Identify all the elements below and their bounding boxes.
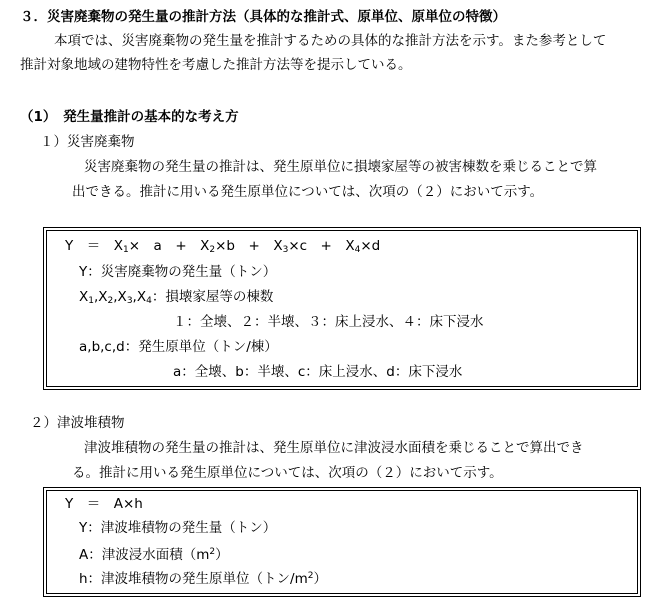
formula-box-tsunami-deposits: [46, 490, 638, 594]
def-x-prefix: X: [79, 289, 89, 305]
def2-a: [79, 543, 229, 564]
def-x-sub-2: 2: [107, 296, 114, 306]
formula-lhs: Y ＝ X: [65, 238, 123, 254]
intro-line-2: 推計対象地域の建物特性を考慮した推計方法等を提示している。: [20, 57, 412, 73]
formula-line: [65, 237, 380, 259]
def2-a-sup: 2: [209, 547, 216, 557]
def-x-sep-2: ,X: [113, 289, 127, 305]
def2-h-sup: 2: [307, 571, 314, 581]
item2-para-line-2: る。推計に用いる発生原単位については、次項の（２）において示す。: [72, 465, 503, 481]
def-x-detail: １：全壊、２：半壊、３：床上浸水、４：床下浸水: [173, 314, 484, 330]
formula-sub-2: 2: [209, 245, 216, 255]
def-x-sub-1: 1: [88, 296, 94, 306]
item1-heading: １）災害廃棄物: [40, 134, 135, 150]
def-x: [79, 288, 273, 310]
formula-sub-4: 4: [354, 245, 361, 255]
def-x-sub-3: 3: [126, 296, 133, 306]
def2-a-end: ）: [215, 547, 229, 563]
def-x-suffix: ：損壊家屋等の棟数: [151, 289, 274, 305]
item2-para-line-1: 津波堆積物の発生量の推計は、発生原単位に津波浸水面積を乗じることで算出でき: [84, 440, 584, 456]
def2-h-end: ）: [313, 571, 327, 587]
def-x-sub-4: 4: [146, 296, 152, 306]
def2-h-text: h：津波堆積物の発生原単位（トン/m: [79, 571, 308, 587]
formula-box-disaster-waste: [46, 230, 638, 387]
section-heading: ３．災害廃棄物の発生量の推計方法（具体的な推計式、原単位、原単位の特徴）: [20, 9, 506, 25]
item1-para-line-1: 災害廃棄物の発生量の推計は、発生原単位に損壊家屋等の被害棟数を乗じることで算: [84, 159, 597, 175]
def-y: Y：災害廃棄物の発生量（トン）: [79, 264, 277, 280]
formula2-line: Y ＝ A×h: [65, 496, 143, 512]
def2-y: Y：津波堆積物の発生量（トン）: [79, 520, 277, 536]
formula-sub-1: 1: [123, 245, 129, 255]
intro-line-1: 本項では、災害廃棄物の発生量を推計するための具体的な推計方法を示す。また参考として: [54, 33, 607, 49]
def-x-sep-3: ,X: [132, 289, 147, 305]
formula-term-4: ×d: [360, 238, 381, 254]
def2-h: [79, 567, 327, 588]
item2-heading: ２）津波堆積物: [30, 415, 125, 431]
subsection-heading: （1） 発生量推計の基本的な考え方: [20, 109, 239, 125]
formula-sub-3: 3: [282, 245, 289, 255]
def-abcd: a,b,c,d：発生原単位（トン/棟）: [79, 339, 278, 355]
item1-para-line-2: 出できる。推計に用いる発生原単位については、次項の（２）において示す。: [72, 184, 544, 200]
formula-term-1: × a + X: [128, 238, 210, 254]
def-x-sep-1: ,X: [93, 289, 108, 305]
formula-term-3: ×c + X: [288, 238, 355, 254]
formula-term-2: ×b + X: [215, 238, 283, 254]
def-abcd-detail: a：全壊、b：半壊、c：床上浸水、d：床下浸水: [173, 364, 463, 380]
def2-a-text: A：津波浸水面積（m: [79, 547, 210, 563]
